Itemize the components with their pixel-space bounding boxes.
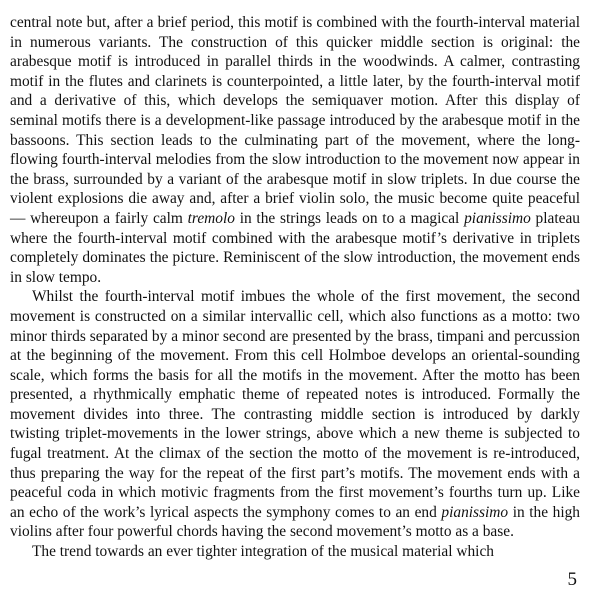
text-run: in the strings leads on to a magical xyxy=(234,209,465,227)
text-run: Whilst the fourth-interval motif imbues the whole of the first movement, the second movement is constructed on a similar intervallic cell, which also functions as a motto: two minor thirds separated by a minor second are presented by the brass, timpani and percussion at the beginning of the movement. From this cell Holmboe develops an oriental-sounding scale, which forms the basis for all the motifs in the movement. After the motto has been presented, a rhythmically emphatic theme of repeated notes is introduced. Formally the movement divides into three. The contrasting middle section is introduced by darkly twisting triplet-movements in the lower strings, above which a new theme is subjected to fugal treatment. At the climax of the section the motto of the movement is re-introduced, thus preparing the way for the repeat of the first part’s motifs. The movement ends with a peaceful coda in which motivic fragments from the first movement’s fourths turn up. Like an echo of the work’s lyrical aspects the symphony comes to an end xyxy=(10,288,580,521)
paragraph-2 xyxy=(10,287,580,542)
text-run: The trend towards an ever tighter integration of the musical material which xyxy=(32,543,494,561)
page-number: 5 xyxy=(567,569,577,590)
text-run: plateau where the fourth-interval motif combined with the arabesque motif’s derivative in triplets completely dominates the picture. Reminiscent of the slow introduction, the movement ends in slow tempo. xyxy=(10,209,580,286)
paragraph-3 xyxy=(10,542,580,562)
body-text xyxy=(10,13,580,562)
paragraph-1 xyxy=(10,13,580,287)
text-run-italic: tremolo xyxy=(187,209,235,227)
text-run: in the high violins after four powerful chords having the second movement’s motto as a base. xyxy=(10,503,580,541)
text-run-italic: pianissimo xyxy=(441,503,509,521)
text-run-italic: pianissimo xyxy=(464,209,531,227)
text-run: central note but, after a brief period, this motif is combined with the fourth-interval material in numerous variants. The construction of this quicker middle section is original: the arabesque motif is introduced in parallel thirds in the woodwinds. A calmer, contrasting motif in the flutes and clarinets is counterpointed, a little later, by the fourth-interval motif and a derivative of this, which develops the semiquaver motion. After this display of seminal motifs there is a development-like passage introduced by the arabesque motif in the bassoons. This section leads to the culminating part of the movement, where the long-flowing fourth-interval melodies from the slow introduction to the movement now appear in the brass, surrounded by a variant of the arabesque motif in slow triplets. In due course the violent explosions die away and, after a brief violin solo, the music become quite peaceful — whereupon a fairly calm xyxy=(10,14,580,227)
